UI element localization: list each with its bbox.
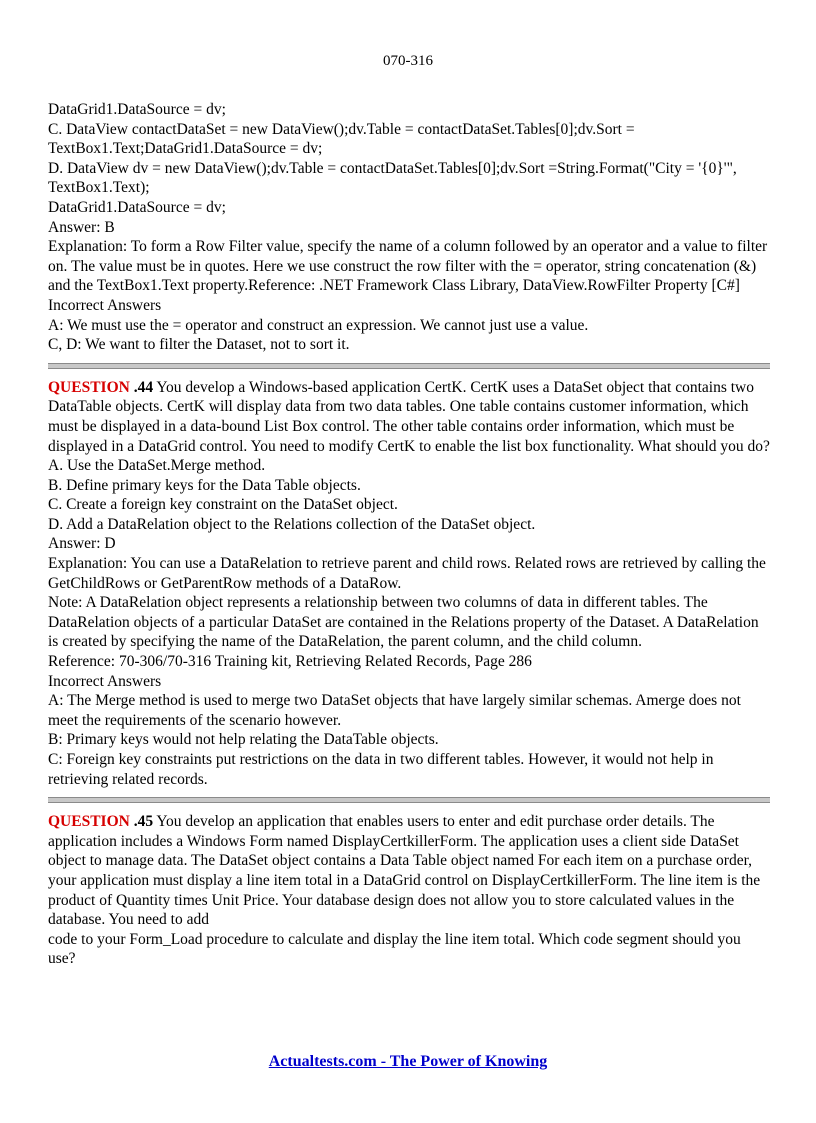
question-label: QUESTION — [48, 813, 130, 831]
incorrect-answers-heading: Incorrect Answers — [48, 672, 162, 690]
page-footer — [0, 1053, 816, 1071]
section-divider — [48, 363, 770, 369]
incorrect-answers-heading: Incorrect Answers — [48, 296, 162, 314]
incorrect-answer: A: The Merge method is used to merge two DataSet objects that have largely similar schemas. Amerge does not meet the requirements of the scenario however. — [48, 692, 741, 729]
answer: Answer: D — [48, 535, 116, 553]
reference: Reference: 70-306/70-316 Training kit, Retrieving Related Records, Page 286 — [48, 653, 532, 671]
explanation: Explanation: To form a Row Filter value, specify the name of a column followed by an operator and a value to filter on. The value must be in quotes. Here we use construct the row filter with the = operator, string concatenation (&) and the TextBox1.Text property.Reference: .NET Framework Class Library, DataView.RowFilter Property [C#] — [48, 238, 768, 295]
answer: Answer: B — [48, 218, 115, 236]
text-line: code to your Form_Load procedure to calculate and display the line item total. Which code segment should you use? — [48, 930, 741, 968]
question-label: QUESTION — [48, 378, 130, 396]
question-number: .45 — [133, 813, 154, 831]
option-c: C. DataView contactDataSet = new DataView();dv.Table = contactDataSet.Tables[0];dv.Sort = TextBox1.Text;DataGrid1.DataSource = dv; — [48, 120, 635, 158]
text-line: DataGrid1.DataSource = dv; — [48, 198, 226, 216]
incorrect-answer: A: We must use the = operator and construct an expression. We cannot just use a value. — [48, 316, 589, 334]
question-45 — [48, 812, 770, 930]
explanation: Explanation: You can use a DataRelation to retrieve parent and child rows. Related rows are retrieved by calling the GetChildRows or GetParentRow methods of a DataRow. — [48, 555, 766, 592]
footer-link[interactable]: Actualtests.com - The Power of Knowing — [268, 1053, 548, 1070]
question-44 — [48, 378, 770, 456]
option-b: B. Define primary keys for the Data Table objects. — [48, 476, 361, 494]
incorrect-answer: C: Foreign key constraints put restrictions on the data in two different tables. However, it would not help in retrieving related records. — [48, 751, 714, 788]
option-d: D. Add a DataRelation object to the Relations collection of the DataSet object. — [48, 515, 536, 533]
question-text: You develop an application that enables users to enter and edit purchase order details. The application includes a Windows Form named DisplayCertkillerForm. The application uses a client side DataSet object to manage data. The DataSet object contains a Data Table object named For each item on a purchase order, your application must display a line item total in a DataGrid control on DisplayCertkillerForm. The line item is the product of Quantity times Unit Price. Your database design does not allow you to store calculated values in the database. You need to add — [48, 813, 761, 929]
page-header: 070-316 — [383, 53, 433, 69]
question-text: You develop a Windows-based application CertK. CertK uses a DataSet object that contains two DataTable objects. CertK will display data from two data tables. One table contains customer information, which must be displayed in a data-bound List Box control. The other table contains order information, which must be displayed in a DataGrid control. You need to modify CertK to enable the list box functionality. What should you do? — [48, 378, 770, 455]
option-d: D. DataView dv = new DataView();dv.Table = contactDataSet.Tables[0];dv.Sort =String.Format("City = '{0}'", TextBox1.Text); — [48, 159, 737, 197]
text-line: DataGrid1.DataSource = dv; — [48, 101, 226, 118]
page-content — [48, 100, 770, 969]
incorrect-answer: B: Primary keys would not help relating the DataTable objects. — [48, 731, 439, 749]
option-a: A. Use the DataSet.Merge method. — [48, 457, 266, 475]
question-number: .44 — [133, 378, 154, 396]
note: Note: A DataRelation object represents a relationship between two columns of data in different tables. The DataRelation objects of a particular DataSet are contained in the Relations property of the Dataset. A DataRelation is created by specifying the name of the DataRelation, the parent column, and the child column. — [48, 594, 759, 651]
option-c: C. Create a foreign key constraint on the DataSet object. — [48, 496, 398, 514]
section-divider — [48, 797, 770, 803]
incorrect-answer: C, D: We want to filter the Dataset, not to sort it. — [48, 336, 350, 354]
